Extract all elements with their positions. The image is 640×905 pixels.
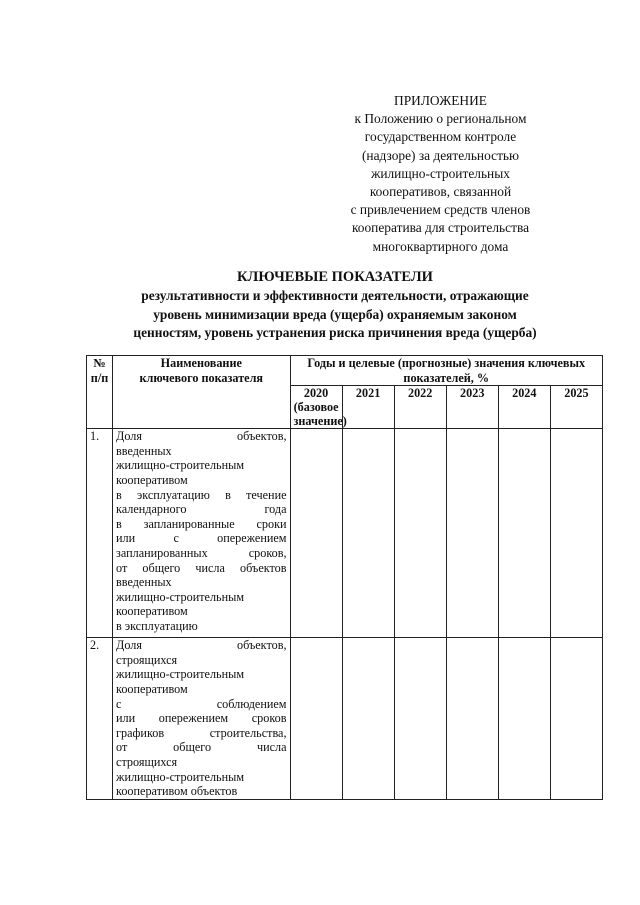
- header-num: № п/п: [87, 356, 113, 429]
- appendix-line: жилищно-строительных: [371, 165, 510, 181]
- appendix-line: (надзоре) за деятельностью: [361, 147, 520, 163]
- indicator-name-line: жилищно-строительным: [116, 769, 245, 784]
- header-year: 2024: [498, 386, 550, 429]
- value-cell: [550, 429, 602, 638]
- header-years-group: Годы и целевые (прогнозные) значения ключевых показателей, %: [290, 356, 602, 386]
- value-cell: [446, 638, 498, 800]
- row-number: 2.: [87, 638, 113, 800]
- appendix-title: ПРИЛОЖЕНИЕ: [394, 93, 487, 108]
- appendix-line: кооперативов, связанной: [369, 184, 512, 200]
- value-cell: [550, 638, 602, 800]
- indicator-name-line: введенных: [116, 575, 172, 590]
- document-heading: [40, 268, 630, 343]
- table-row: [87, 429, 603, 638]
- header-name: Наименование ключевого показателя: [113, 356, 290, 429]
- indicator-name-line: жилищно-строительным: [116, 589, 245, 604]
- row-number: 1.: [87, 429, 113, 638]
- indicator-name-line: кооперативом: [116, 604, 188, 619]
- appendix-line: с привлечением средств членов: [350, 202, 531, 218]
- indicator-name-line: запланированных сроков,: [116, 545, 287, 560]
- indicator-name: [113, 638, 290, 800]
- indicator-name-line: в эксплуатацию: [116, 618, 198, 633]
- indicator-name: [113, 429, 290, 638]
- value-cell: [394, 638, 446, 800]
- indicator-name-line: в запланированные сроки: [116, 516, 287, 531]
- appendix-block: [318, 92, 563, 256]
- document-subtitle-line: ценностям, уровень устранения риска причинения вреда (ущерба): [133, 325, 537, 340]
- indicator-name-line: кооперативом объектов: [116, 784, 238, 799]
- header-year: 2025: [550, 386, 602, 429]
- indicator-name-line: жилищно-строительным: [116, 667, 245, 682]
- appendix-line: к Положению о региональном: [354, 111, 527, 127]
- indicator-name-line: или опережением сроков: [116, 711, 287, 726]
- indicator-name-line: от общего числа объектов: [116, 560, 287, 575]
- header-year-base: 2020 (базовое значение): [290, 386, 342, 429]
- header-year: 2022: [394, 386, 446, 429]
- table-row: [87, 638, 603, 800]
- appendix-line: кооператива для строительства: [351, 220, 530, 236]
- indicator-name-line: в эксплуатацию в течение: [116, 487, 287, 502]
- value-cell: [290, 638, 342, 800]
- indicator-name-line: строящихся: [116, 754, 178, 769]
- indicator-name-line: или с опережением: [116, 531, 287, 546]
- indicator-name-line: календарного года: [116, 502, 287, 517]
- indicator-name-line: с соблюдением: [116, 696, 287, 711]
- header-year: 2021: [342, 386, 394, 429]
- appendix-line: государственном контроле: [364, 129, 517, 145]
- indicator-name-line: графиков строительства,: [116, 725, 287, 740]
- indicator-name-line: кооперативом: [116, 472, 188, 487]
- indicator-name-line: Доля объектов,: [116, 429, 287, 444]
- indicator-name-line: от общего числа: [116, 740, 287, 755]
- indicator-name-line: строящихся: [116, 652, 178, 667]
- indicator-name-line: введенных: [116, 443, 172, 458]
- value-cell: [342, 638, 394, 800]
- value-cell: [394, 429, 446, 638]
- header-year: 2023: [446, 386, 498, 429]
- indicator-name-line: кооперативом: [116, 681, 188, 696]
- document-title: КЛЮЧЕВЫЕ ПОКАЗАТЕЛИ: [237, 269, 433, 285]
- indicator-name-line: Доля объектов,: [116, 638, 287, 653]
- document-subtitle-line: уровень минимизации вреда (ущерба) охраняемым законом: [153, 306, 517, 322]
- value-cell: [498, 429, 550, 638]
- document-subtitle-line: результативности и эффективности деятельности, отражающие: [141, 288, 529, 303]
- indicator-name-line: жилищно-строительным: [116, 458, 245, 473]
- value-cell: [498, 638, 550, 800]
- indicators-table: [86, 355, 603, 800]
- value-cell: [342, 429, 394, 638]
- value-cell: [290, 429, 342, 638]
- appendix-line: многоквартирного дома: [372, 238, 509, 254]
- table-header-row: [87, 356, 603, 386]
- value-cell: [446, 429, 498, 638]
